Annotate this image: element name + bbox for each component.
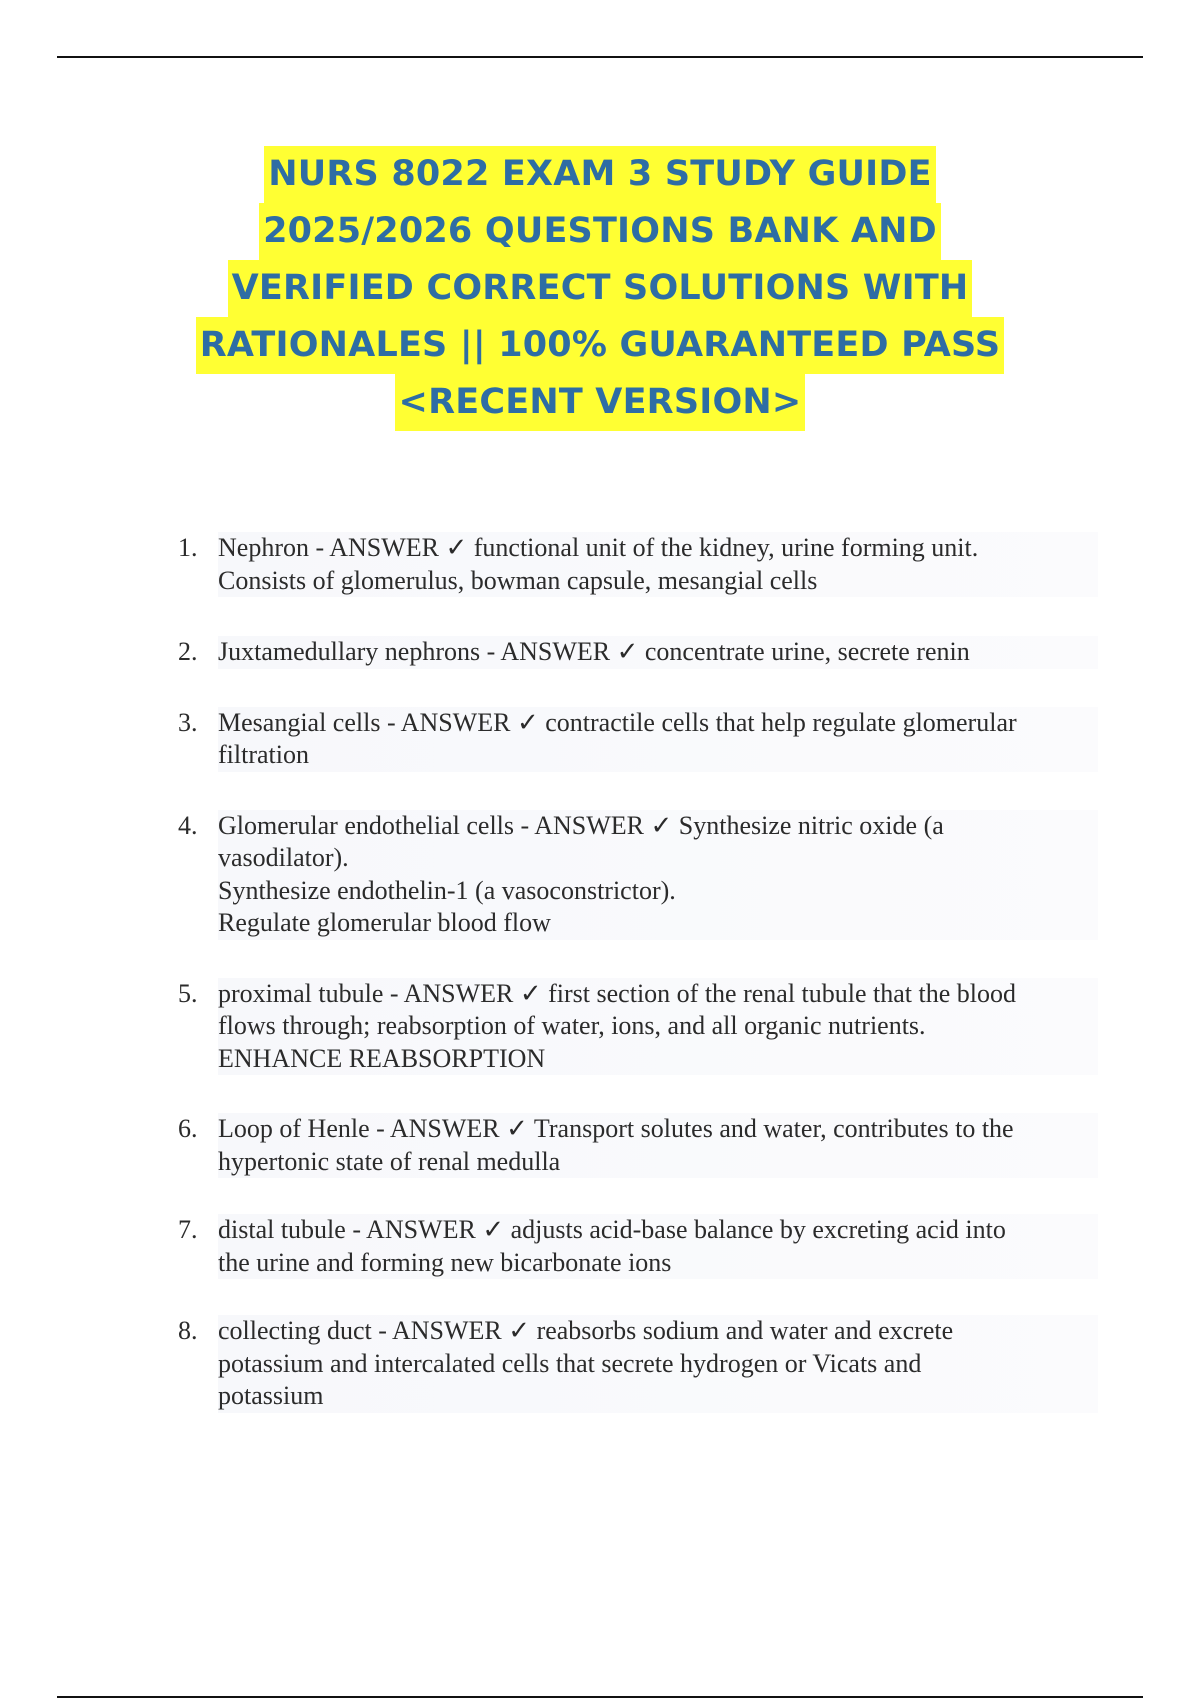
title-line [120,260,1080,317]
list-item [178,636,1098,669]
item-text: proximal tubule - ANSWER ✓ first section of the renal tubule that the blood flows through; reabsorption of water, ions, and all organic nutrients. ENHANCE REABSORPTION [218,978,1098,1076]
item-text: Mesangial cells - ANSWER ✓ contractile cells that help regulate glomerular filtration [218,707,1098,772]
bottom-divider [57,1696,1143,1698]
item-text: Glomerular endothelial cells - ANSWER ✓ Synthesize nitric oxide (a vasodilator). Synthesize endothelin-1 (a vasoconstrictor). Regulate glomerular blood flow [218,810,1098,940]
item-text: collecting duct - ANSWER ✓ reabsorbs sodium and water and excrete potassium and intercalated cells that secrete hydrogen or Vicats and potassium [218,1315,1098,1413]
title-line [120,203,1080,260]
title-line [120,317,1080,374]
item-text: distal tubule - ANSWER ✓ adjusts acid-base balance by excreting acid into the urine and forming new bicarbonate ions [218,1214,1098,1279]
list-item [178,1315,1098,1413]
title-line [120,146,1080,203]
list-item [178,1113,1098,1178]
item-text: Loop of Henle - ANSWER ✓ Transport solutes and water, contributes to the hypertonic state of renal medulla [218,1113,1098,1178]
item-number: 2. [178,637,198,666]
question-list [178,532,1098,1413]
item-number: 5. [178,978,198,1008]
title-line-text: VERIFIED CORRECT SOLUTIONS WITH [228,260,973,317]
title-line-text: RATIONALES || 100% GUARANTEED PASS [196,317,1005,374]
item-number: 8. [178,1316,198,1345]
list-item [178,1214,1098,1279]
item-number: 1. [178,533,198,562]
document-title [120,146,1080,431]
title-line-text: 2025/2026 QUESTIONS BANK AND [259,203,941,260]
top-divider [57,56,1143,58]
list-item [178,978,1098,1076]
title-line [120,374,1080,431]
list-item [178,810,1098,940]
item-number: 6. [178,1114,198,1143]
item-text: Nephron - ANSWER ✓ functional unit of the kidney, urine forming unit. Consists of glomerulus, bowman capsule, mesangial cells [218,532,1098,597]
title-line-text: NURS 8022 EXAM 3 STUDY GUIDE [264,146,935,203]
list-item [178,707,1098,772]
item-number: 3. [178,707,198,737]
item-text: Juxtamedullary nephrons - ANSWER ✓ concentrate urine, secrete renin [218,636,1098,669]
list-item [178,532,1098,597]
item-number: 7. [178,1215,198,1244]
item-number: 4. [178,810,198,840]
title-line-text: <RECENT VERSION> [395,374,806,431]
